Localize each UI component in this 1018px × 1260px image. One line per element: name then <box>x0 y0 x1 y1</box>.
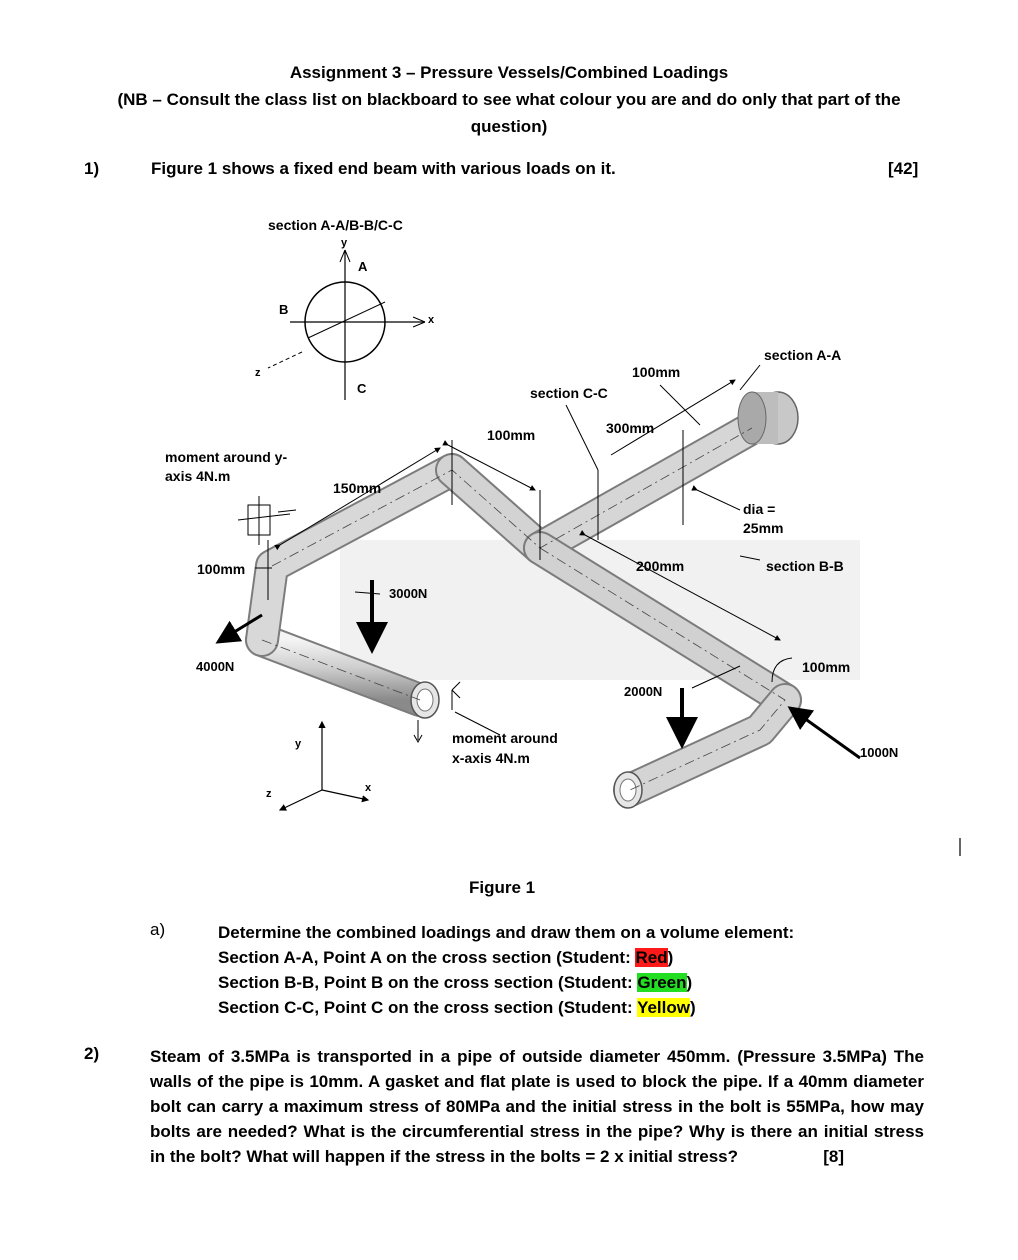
force-1000n-arrow <box>790 708 860 758</box>
q1a-line-yellow: Section C-C, Point C on the cross section (Student: Yellow) <box>218 998 696 1017</box>
figure-caption: Figure 1 <box>469 878 536 897</box>
label-sections: section A-A/B-B/C-C <box>268 217 403 233</box>
label-cs-x: x <box>428 314 435 326</box>
label-section-bb: section B-B <box>766 558 844 574</box>
label-axis-x: x <box>365 782 372 794</box>
label-moment-x-line2: x-axis 4N.m <box>452 750 530 766</box>
q1a-letter: a) <box>150 920 166 939</box>
highlight-green: Green <box>637 973 687 992</box>
label-moment-x-line1: moment around <box>452 730 558 746</box>
label-cs-y: y <box>341 237 348 249</box>
q2-text-block <box>150 1044 924 1169</box>
label-point-a: A <box>358 259 368 274</box>
cross-section-sketch <box>268 250 425 400</box>
label-point-b: B <box>279 302 289 317</box>
highlight-red: Red <box>635 948 668 967</box>
moment-y-symbol <box>238 496 296 545</box>
label-dim-100-mid: 100mm <box>487 427 536 443</box>
q1-text: Figure 1 shows a fixed end beam with various loads on it. <box>151 159 616 178</box>
instruction-note-line1: (NB – Consult the class list on blackboard to see what colour you are and do only that part of the <box>117 90 901 109</box>
diameter-line <box>308 302 385 338</box>
z-axis-line <box>268 352 302 368</box>
q1a-line1: Determine the combined loadings and draw them on a volume element: <box>218 923 795 942</box>
label-force-2000: 2000N <box>624 684 663 699</box>
global-axes <box>280 722 368 810</box>
label-force-1000: 1000N <box>860 745 899 760</box>
label-dim-200: 200mm <box>636 558 685 574</box>
label-dia-line1: dia = <box>743 501 776 517</box>
label-dim-100-left: 100mm <box>197 561 246 577</box>
q2-marks: [8] <box>823 1147 844 1166</box>
label-force-3000: 3000N <box>389 586 428 601</box>
q1a-block <box>218 920 794 1020</box>
label-dim-150: 150mm <box>333 480 382 496</box>
q1-number: 1) <box>84 159 100 178</box>
label-moment-y-line1: moment around y- <box>165 449 288 465</box>
label-dia-line2: 25mm <box>743 520 784 536</box>
q1a-line-red: Section A-A, Point A on the cross section (Student: Red) <box>218 948 674 967</box>
q1a-line-green: Section B-B, Point B on the cross section (Student: Green) <box>218 973 693 992</box>
label-moment-y-line2: axis 4N.m <box>165 468 231 484</box>
label-force-4000: 4000N <box>196 659 235 674</box>
label-axis-z: z <box>266 788 272 800</box>
instruction-note-line2: question) <box>470 117 548 136</box>
q2-text: Steam of 3.5MPa is transported in a pipe of outside diameter 450mm. (Pressure 3.5MPa) The walls of the pipe is 10mm. A gasket and flat plate is used to block the pipe. If a 40mm diameter bolt can carry a maximum stress of 80MPa and the initial stress in the bolt is 55MPa, how may bolts are needed? What is the circumferential stress in the pipe? Why is there an initial stress in the bolt? What will happen if the stress in the bolts = 2 x initial stress? <box>150 1047 924 1166</box>
label-point-c: C <box>357 381 367 396</box>
label-axis-y: y <box>295 738 302 750</box>
highlight-yellow: Yellow <box>637 998 690 1017</box>
label-section-cc: section C-C <box>530 385 608 401</box>
label-cs-z: z <box>255 367 261 379</box>
moment-x-symbol <box>452 682 460 698</box>
label-dim-300: 300mm <box>606 420 655 436</box>
label-dim-100-top: 100mm <box>632 364 681 380</box>
label-dim-100-right: 100mm <box>802 659 851 675</box>
assignment-title: Assignment 3 – Pressure Vessels/Combined Loadings <box>289 63 729 82</box>
q2-number: 2) <box>84 1044 100 1063</box>
q1-marks: [42] <box>888 159 919 178</box>
label-section-aa: section A-A <box>764 347 842 363</box>
